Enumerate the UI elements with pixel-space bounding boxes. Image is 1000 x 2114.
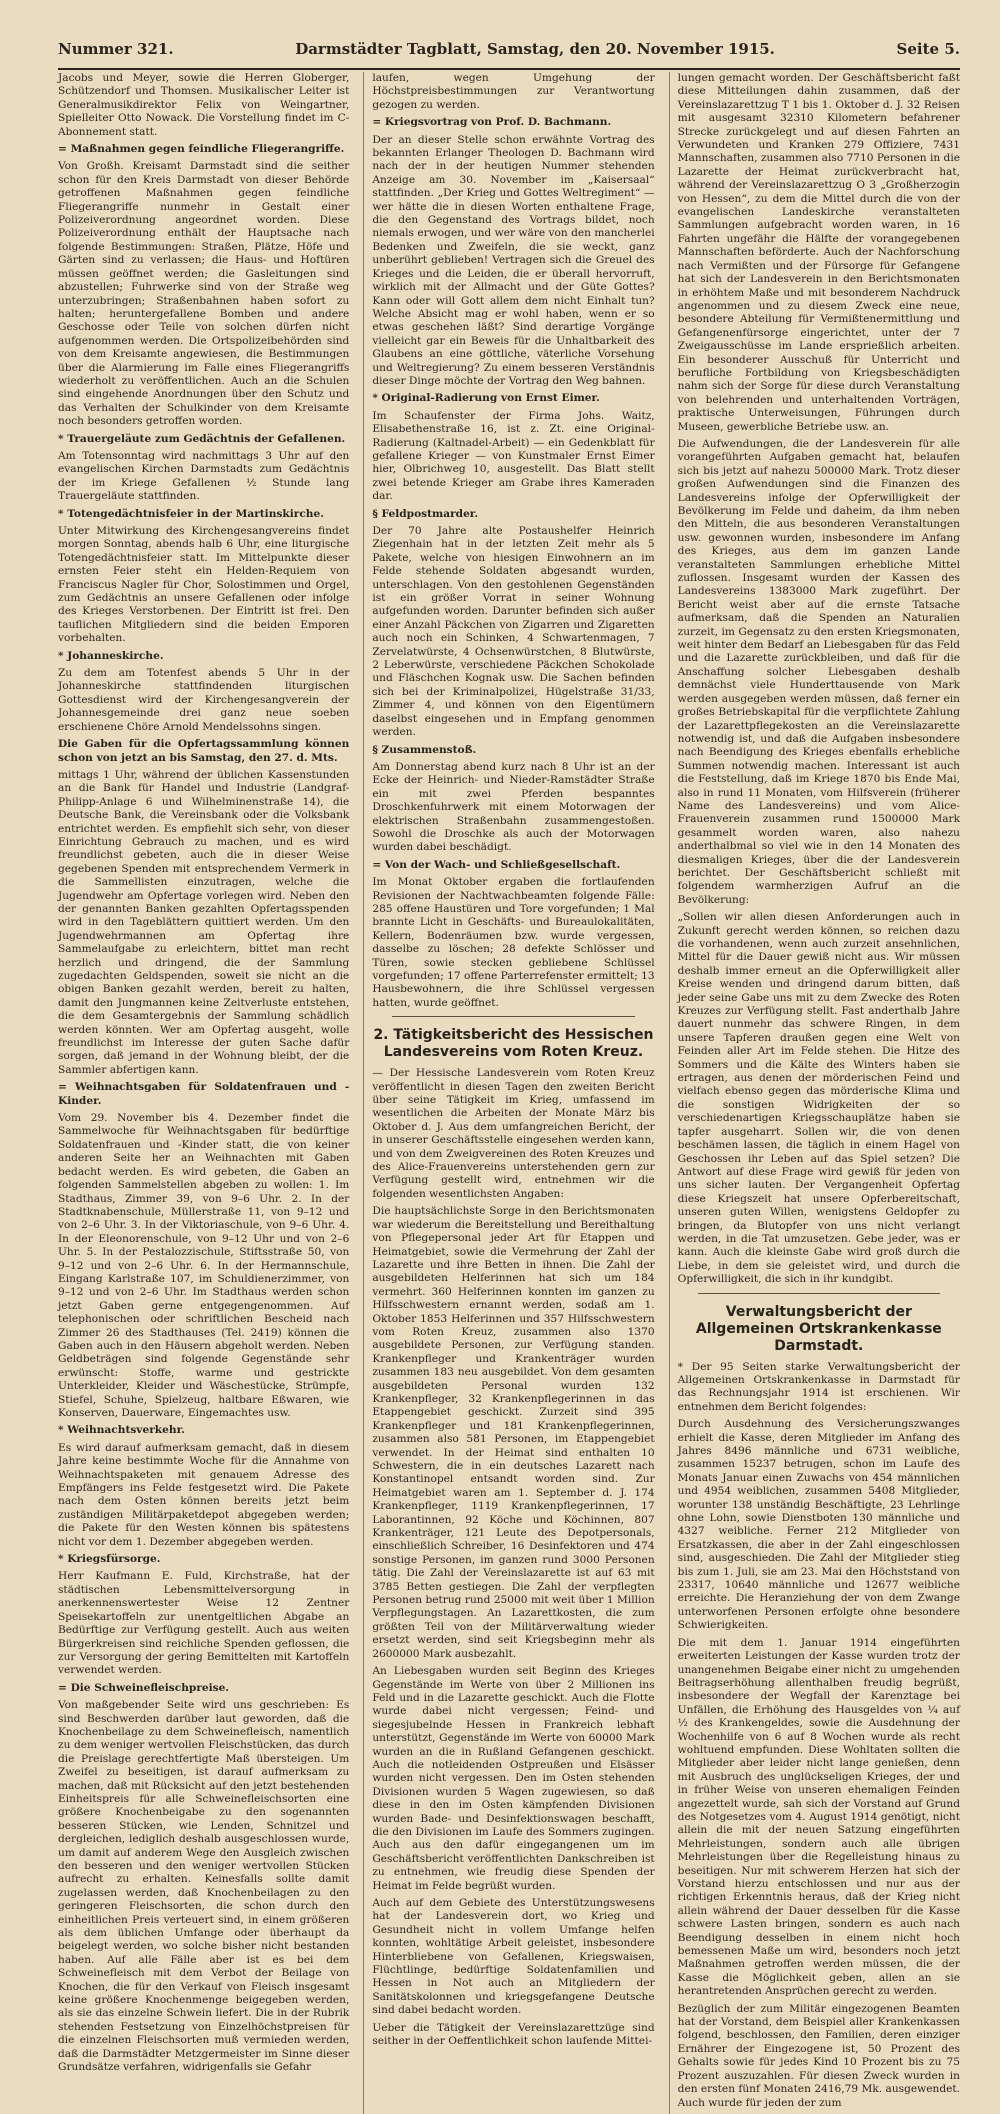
- paragraph: Jacobs und Meyer, sowie die Herren Globerger, Schützendorf und Thomsen. Musikalischer Leiter ist Generalmusikdirektor Felix von Weingartner, Spielleiter Otto Nowack. Die Vorstellung findet im C-Abonnement statt.: [58, 72, 350, 138]
- section-heading: § Feldpostmarder.: [372, 507, 479, 520]
- section-heading: * Kriegsfürsorge.: [58, 1553, 161, 1566]
- section-heading: § Zusammenstoß.: [372, 743, 477, 756]
- paragraph: Zu dem am Totenfest abends 5 Uhr in der Johanneskirche stattfindenden liturgischen Gottesdienst wird der Kirchengesangverein der Johannesgemeinde drei ganz neue soeben erschienene Chöre Arnold Mendelssohns singen.: [58, 667, 350, 733]
- paragraph: Am Donnerstag abend kurz nach 8 Uhr ist an der Ecke der Heinrich- und Nieder-Ramstädter Straße ein mit zwei Pferden bespanntes Droschkenfuhrwerk mit einem Motorwagen der elektrischen Straßenbahn zusammengestoßen. Sowohl die Droschke als auch der Motorwagen wurden dabei beschädigt.: [372, 760, 655, 854]
- paragraph: laufen, wegen Umgehung der Höchstpreisbestimmungen zur Verantwortung gezogen zu werden.: [372, 72, 655, 111]
- section-heading: * Trauergeläute zum Gedächtnis der Gefallenen.: [58, 432, 346, 445]
- divider: [392, 1016, 634, 1017]
- paragraph: Am Totensonntag wird nachmittags 3 Uhr auf den evangelischen Kirchen Darmstadts zum Gedächtnis der im Kriege Gefallenen ½ Stunde lang Trauergeläute stattfinden.: [58, 449, 350, 503]
- section-heading: Die Gaben für die Opfertagssammlung können schon von jetzt an bis Samstag, den 27. d. Mts.: [58, 738, 350, 764]
- section-heading: = Maßnahmen gegen feindliche Fliegerangriffe.: [58, 143, 345, 156]
- paragraph: Die mit dem 1. Januar 1914 eingeführten erweiterten Leistungen der Kasse wurden trotz der unangenehmen Beigabe einer nicht zu umgehenden Beitragserhöhung allenthalben freudig begrüßt, insbesondere der Wegfall der Karenztage bei Unfällen, die Erhöhung des Hausgeldes von ¼ auf ½ des Krankengeldes, sowie die Ausdehnung der Wochenhilfe von 6 auf 8 Wochen wurde als recht wohltuend empfunden. Diese Wohltaten sollten die Mitglieder aber leider nicht lange genießen, denn mit Ausbruch des unglückseligen Krieges, der und in früher Weise von unseren ehemaligen Feinden angezettelt wurde, sah sich der Vorstand auf Grund des Notgesetzes vom 4. August 1914 genötigt, nicht allein die mit der neuen Satzung eingeführten Mehrleistungen, sondern auch alle übrigen Mehrleistungen über die Regelleistung hinaus zu beseitigen. Nur mit schwerem Herzen hat sich der Vorstand hierzu entschlossen und nur aus der richtigen Erkenntnis heraus, daß der Krieg nicht allein während der Dauer desselben für die Kasse schwere Lasten bringen, sondern es auch nach Beendigung desselben in einem nicht hoch bemessenen Maße um wird, besonders noch jetzt Maßnahmen getroffen werden müssen, die der Kasse die Möglichkeit geben, allen an sie herantretenden Ansprüchen gerecht zu werden.: [677, 1636, 960, 1998]
- paragraph: Die hauptsächlichste Sorge in den Berichtsmonaten war wiederum die Bereitstellung und Bereithaltung von Pflegepersonal jeder Art für Etappen und Heimatgebiet, sowie die Vermehrung der Zahl der Lazarette und ihre Betten in ihnen. Die Zahl der ausgebildeten Helferinnen hat sich um 184 vermehrt. 360 Helferinnen konnten im ganzen zu Hilfsschwestern ernannt werden, sodaß am 1. Oktober 1853 Helferinnen und 357 Hilfsschwestern vom Roten Kreuz, zusammen also 1370 ausgebildete Personen, zur Verfügung standen. Krankenpfleger und Krankenträger wurden zusammen 183 neu ausgebildet. Von dem gesamten ausgebildeten Personal wurden 132 Krankenpfleger, 32 Krankenpflegerinnen in das Etappengebiet geschickt. Zurzeit sind 395 Krankenpfleger und 181 Krankenpflegerinnen, zusammen also 581 Personen, im Etappengebiet verwendet. In der Heimat sind enthalten 10 Schwestern, die in ein deutsches Lazarett nach Konstantinopel entsandt worden sind. Zur Heimatgebiet waren am 1. September d. J. 174 Krankenpfleger, 1119 Krankenpflegerinnen, 17 Laborantinnen, 92 Köche und Köchinnen, 807 Krankenträger, 121 Leute des Depotpersonals, einschließlich Schreiber, 16 Desinfektoren und 474 sonstige Personen, im ganzen rund 3000 Personen tätig. Die Zahl der Vereinslazarette ist auf 63 mit 3785 Betten gestiegen. Die Zahl der verpflegten Personen betrug rund 25000 mit weit über 1 Million Verpflegungstagen. An Lazarettkosten, die zum größten Teil von der Militärverwaltung wieder ersetzt werden, sind seit Kriegsbeginn mehr als 2600000 Mark ausbezahlt.: [372, 1205, 655, 1660]
- paragraph: lungen gemacht worden. Der Geschäftsbericht faßt diese Mitteilungen dahin zusammen, daß der Vereinslazarettzug T 1 bis 1. Oktober d. J. 32 Reisen mit ausgesamt 32310 Kilometern befahrener Strecke zurückgelegt und auf diesen Fahrten an Verwundeten und Kranken 279 Offiziere, 7431 Mannschaften, zusammen also 7710 Personen in die Lazarette der Heimat zurückverbracht hat, während der Vereinslazarettzug O 3 „Großherzogin von Hessen“, zu dem die Mittel durch die von der evangelischen Landeskirche veranstalteten Sammlungen aufgebracht worden waren, in 16 Fahrten ungefähr die Hälfte der vorangegebenen Mannschaften beförderte. Auch der Nachforschung nach Vermißten und der Fürsorge für Gefangene hat sich der Landesverein in den Berichtsmonaten in erhöhtem Maße und mit besonderem Nachdruck angenommen und zu diesem Zweck eine neue, besondere Abteilung für Vermißtenermittlung und Gefangenenfürsorge eingerichtet, unter der 7 Zweigausschüsse im Lande ersprießlich arbeiten. Ein besonderer Ausschuß für Unterricht und berufliche Fortbildung von Kriegsbeschädigten nahm sich der Sorge für diese durch Veranstaltung von belehrenden und unterhaltenden Vorträgen, praktische Unterweisungen, Führungen durch Museen, gewerbliche Betriebe usw. an.: [677, 72, 960, 433]
- section-heading: = Weihnachtsgaben für Soldatenfrauen und -Kinder.: [58, 1081, 350, 1107]
- section-heading: * Johanneskirche.: [58, 649, 164, 662]
- text-columns: [58, 72, 960, 2109]
- column-2: [363, 72, 654, 2114]
- section-heading: * Original-Radierung von Ernst Eimer.: [372, 392, 600, 405]
- issue-number: Nummer 321.: [58, 40, 174, 58]
- masthead: [58, 40, 960, 70]
- paragraph: Ueber die Tätigkeit der Vereinslazarettzüge sind seither in der Oeffentlichkeit schon laufende Mittei-: [372, 2021, 655, 2048]
- paragraph: Bezüglich der zum Militär eingezogenen Beamten hat der Vorstand, dem Beispiel aller Krankenkassen folgend, beschlossen, den Familien, deren einziger Ernährer der Eingezogene ist, 50 Prozent des Gehalts sowie für jedes Kind 10 Prozent bis zu 75 Prozent auszuzahlen. Für diesen Zweck wurden in den ersten fünf Monaten 2416,79 Mk. ausgewendet. Auch wurde für jeden der zum: [677, 2002, 960, 2109]
- section-heading: * Weihnachtsverkehr.: [58, 1424, 185, 1437]
- section-heading: = Von der Wach- und Schließgesellschaft.: [372, 858, 621, 871]
- paragraph: An Liebesgaben wurden seit Beginn des Krieges Gegenstände im Werte von über 2 Millionen ins Feld und in die Lazarette geschickt. Auch die Flotte wurde dabei nicht vergessen; Feind- und siegesjubelnde Hessen in Frankreich lebhaft unterstützt, Gegenstände im Werte von 60000 Mark wurden an die in Rußland Gefangenen geschickt. Auch die notleidenden Ostpreußen und Elsässer wurden nicht vergessen. Den im Osten stehenden Divisionen wurden 5 Wagen zugewiesen, so daß diese in den im Osten kämpfenden Divisionen wurden Bade- und Desinfektionswagen beschafft, die den Divisionen im Laufe des Sommers zugingen. Auch aus den dafür eingegangenen um im Geschäftsbericht veröffentlichten Dankschreiben ist zu entnehmen, wie freudig diese Spenden der Heimat im Felde begrüßt wurden.: [372, 1665, 655, 1892]
- paragraph: Herr Kaufmann E. Fuld, Kirchstraße, hat der städtischen Lebensmittelversorgung in anerkennenswertester Weise 12 Zentner Speisekartoffeln zur unentgeltlichen Abgabe an Bedürftige zur Verfügung gestellt. Auch aus weiten Bürgerkreisen sind reichliche Spenden geflossen, die zur Versorgung der gering Bemittelten mit Kartoffeln verwendet werden.: [58, 1570, 350, 1677]
- paragraph: Von maßgebender Seite wird uns geschrieben: Es sind Beschwerden darüber laut geworden, daß die Knochenbeilage zu dem Schweinefleisch, namentlich zu dem weniger wertvollen Fleischstücken, das durch die Preislage gerechtfertigte Maß übersteigen. Um Zweifel zu beseitigen, ist darauf aufmerksam zu machen, daß mit Rücksicht auf den jetzt bestehenden Einheitspreis für alle Schweinefleischsorten eine größere Knochenbeigabe zu den sogenannten besseren Stücken, wie Lenden, Schnitzel und dergleichen, lediglich deshalb ausgeschlossen wurde, um damit auf anderem Wege den Ausgleich zwischen den besseren und den weniger wertvollen Stücken aufrecht zu erhalten. Keinesfalls sollte damit zugelassen werden, daß Knochenbeilagen zu den geringeren Fleischsorten, die schon durch den einheitlichen Preis verteuert sind, in einem größeren als dem üblichen Umfange oder überhaupt da beigelegt werden, wo solche bisher nicht bestanden haben. Auf alle Fälle aber ist es bei dem Schweinefleisch mit dem Verbot der Beilage von Knochen, die für den Verkauf von Fleisch insgesamt keine größere Knochenmenge beigegeben werden, als sie das einzelne Schwein liefert. Die in der Rubrik stehenden Festsetzung von Einzelhöchstpreisen für die einzelnen Fleischsorten muß vermieden werden, daß die Darmstädter Metzgermeister im Sinne dieser Grundsätze verfahren, widrigenfalls sie Gefahr: [58, 1699, 350, 2074]
- paragraph: mittags 1 Uhr, während der üblichen Kassenstunden an die Bank für Handel und Industrie (Landgraf-Philipp-Anlage 6 und Wilhelminenstraße 14), die Deutsche Bank, die Vereinsbank oder die Volksbank entrichtet werden. Es empfiehlt sich sehr, von dieser Einrichtung Gebrauch zu machen, und es wird freundlichst gebeten, auch die in dieser Weise gegebenen Spenden mit entsprechendem Vermerk in die Sammellisten einzutragen, welche die Jugendwehr am Opfertage vorlegen wird. Neben den der genannten Banken gezahlten Opfertagsspenden wird in den Tageblättern quittiert werden. Um den Jugendwehrmannen am Opfertag ihre Sammelaufgabe zu erleichtern, bittet man recht herzlich und dringend, die der Sammlung zugedachten Geldspenden, soweit sie nicht an die obigen Banken gezahlt werden, bereit zu halten, damit den Jungmannen keine Zeitverluste entstehen, die dem Gesamtergebnis der Sammlung schädlich werden könnten. Wer am Opfertag ausgeht, wolle freundlichst im Interesse der guten Sache dafür sorgen, daß jemand in der Wohnung bleibt, der die Sammler abfertigen kann.: [58, 768, 350, 1076]
- paragraph: Durch Ausdehnung des Versicherungszwanges erhielt die Kasse, deren Mitglieder im Anfang des Jahres 8496 männliche und 6731 weibliche, zusammen 15237 betrugen, schon im Laufe des Monats Januar einen Zuwachs von 454 männlichen und 4954 weiblichen, zusammen 5408 Mitglieder, worunter 138 unständig Beschäftigte, 23 Lehrlinge ohne Lohn, sowie Dienstboten 130 männliche und 4327 weibliche. Ferner 212 Mitglieder von Ersatzkassen, die aber in der Zahl eingeschlossen sind, ausgeschieden. Die Zahl der Mitglieder stieg bis zum 1. Juli, sie am 23. Mai den Höchststand von 23317, 10640 männliche und 12677 weibliche erreichte. Die Heranziehung der von dem Zwange unterworfenen Personen erfolgte ohne besondere Schwierigkeiten.: [677, 1418, 960, 1632]
- paragraph: Von Großh. Kreisamt Darmstadt sind die seither schon für den Kreis Darmstadt von dieser Behörde getroffenen Maßnahmen gegen feindliche Fliegerangriffe nunmehr in Gestalt einer Polizeiverordnung angeordnet worden. Diese Polizeiverordnung enthält der Hauptsache nach folgende Bestimmungen: Straßen, Plätze, Höfe und Gärten sind zu verlassen; die Haus- und Hoftüren müssen geöffnet werden; die Gasleitungen sind abzustellen; Fuhrwerke sind von der Straße weg unterzubringen; Straßenbahnen haben sofort zu halten; heruntergefallene Bomben und andere Geschosse oder Teile von solchen dürfen nicht aufgenommen werden. Die Ortspolizeibehörden sind von dem Kreisamte angewiesen, die Bestimmungen über die Alarmierung im Falle eines Fliegerangriffs wiederholt zu veröffentlichen. Auch an die Schulen sind eingehende Anordnungen über den Schutz und das Verhalten der Schulkinder von dem Kreisamte noch besonders getroffen worden.: [58, 160, 350, 428]
- paragraph: Der 70 Jahre alte Postaushelfer Heinrich Ziegenhain hat in der letzten Zeit mehr als 5 Pakete, welche von hiesigen Einwohnern an im Felde stehende Soldaten abgesandt wurden, unterschlagen. Von den gestohlenen Gegenständen ist ein größer Vorrat in seiner Wohnung aufgefunden worden. Darunter befinden sich außer einer Anzahl Päckchen von Zigarren und Zigaretten auch noch ein Schinken, 4 Schwartenmagen, 7 Zervelatwürste, 4 Ochsenwürstchen, 8 Blutwürste, 2 Leberwürste, verschiedene Päckchen Schokolade und Fläschchen Kognak usw. Die Sachen befinden sich bei der Kriminalpolizei, Hügelstraße 31/33, Zimmer 4, und können von den Eigentümern daselbst eingesehen und in Empfang genommen werden.: [372, 525, 655, 739]
- section-heading: = Die Schweinefleischpreise.: [58, 1681, 230, 1694]
- paragraph: Die Aufwendungen, die der Landesverein für alle vorangeführten Aufgaben gemacht hat, belaufen sich bis jetzt auf nahezu 500000 Mark. Trotz dieser großen Aufwendungen sind die Finanzen des Landesvereins infolge der Opferwilligkeit der Bevölkerung im Felde und daheim, da ihm neben den Mitteln, die aus besonderen Veranstaltungen usw. gewonnen wurden, insbesondere im Anfang des Krieges, aus dem im ganzen Lande veranstalteten Sammlungen erhebliche Mittel zuflossen. Insgesamt wurden der Kassen des Landesvereins 1383000 Mark zugeführt. Der Bericht weist aber auf die ernste Tatsache aufmerksam, daß die Spenden an Naturalien zurzeit, im Gegensatz zu den ersten Kriegsmonaten, weit hinter dem Bedarf an Liebesgaben für das Feld und die Lazarette zurückbleiben, und daß für die Anschaffung solcher Liebesgaben deshalb demnächst viele Hunderttausende von Mark werden ausgegeben werden müssen, daß ferner ein großes Betriebskapital für die verpflichtete Zahlung der Lazarettpflegekosten an die Vereinslazarette notwendig ist, und daß die Aufgaben insbesondere nach Beendigung des Krieges ebenfalls erhebliche Summen notwendig machen. Interessant ist auch die Feststellung, daß im Kriege 1870 bis Ende Mai, also in rund 11 Monaten, vom Hilfsverein (früherer Name des Landesvereins) und vom Alice-Frauenverein zusammen rund 1500000 Mark gesammelt worden waren, also nahezu anderthalbmal so viel wie in den 14 Monaten des diesmaligen Krieges, über die der Landesverein berichtet. Der Geschäftsbericht schließt mit folgendem warmherzigen Aufruf an die Bevölkerung:: [677, 437, 960, 906]
- paragraph: Unter Mitwirkung des Kirchengesangvereins findet morgen Sonntag, abends halb 6 Uhr, eine liturgische Totengedächtnisfeier statt. Im Mittelpunkte dieser ernsten Feier steht ein Helden-Requiem von Franciscus Nagler für Chor, Solostimmen und Orgel, zum Gedächtnis an unsere Gefallenen oder infolge des Krieges Verstorbenen. Der Eintritt ist frei. Den tauflichen Mitgliedern sind die beiden Emporen vorbehalten.: [58, 525, 350, 645]
- column-3: [669, 72, 960, 2114]
- newspaper-title-date: Darmstädter Tagblatt, Samstag, den 20. November 1915.: [295, 40, 775, 58]
- article-title: Verwaltungsbericht der Allgemeinen Ortskrankenkasse Darmstadt.: [695, 1303, 942, 1354]
- paragraph: * Der 95 Seiten starke Verwaltungsbericht der Allgemeinen Ortskrankenkasse in Darmstadt für das Rechnungsjahr 1914 ist erschienen. Wir entnehmen dem Bericht folgendes:: [677, 1360, 960, 1413]
- paragraph: — Der Hessische Landesverein vom Roten Kreuz veröffentlicht in diesen Tagen den zweiten Bericht über seine Tätigkeit im Krieg, umfassend im wesentlichen die Arbeiten der Monate März bis Oktober d. J. Aus dem umfangreichen Bericht, der in unserer Geschäftsstelle eingesehen werden kann, und von dem Zweigvereinen des Roten Kreuzes und des Alice-Frauenvereins unterstehenden gern zur Verfügung gestellt wird, entnehmen wir die folgenden wesentlichsten Angaben:: [372, 1067, 655, 1200]
- section-heading: * Totengedächtnisfeier in der Martinskirche.: [58, 507, 324, 520]
- paragraph: Auch auf dem Gebiete des Unterstützungswesens hat der Landesverein dort, wo Krieg und Gesundheit nicht in vollem Umfange helfen konnten, wohltätige Arbeit geleistet, insbesondere Hinterbliebene von Gefallenen, Kriegswaisen, Flüchtlinge, bedürftige Soldatenfamilien und Hessen in Not auch an Mitgliedern der Sanitätskolonnen und kriegsgefangene Deutsche sind dabei bedacht worden.: [372, 1897, 655, 2017]
- divider: [698, 1293, 940, 1294]
- paragraph: Im Monat Oktober ergaben die fortlaufenden Revisionen der Nachtwachbeamten folgende Fälle: 285 offene Haustüren und Tore vorgefunden; 1 Mal brannte Licht in Geschäfts- und Bureaulokalitäten, Kellern, Bodenräumen bzw. wurde vergessen, dasselbe zu löschen; 28 defekte Schlösser und Türen, sowie stecken gebliebene Schlüssel vorgefunden; 17 offene Parterrefenster ermittelt; 13 Hausbewohnern, die ihre Schlüssel vergessen hatten, wurde geöffnet.: [372, 876, 655, 1009]
- paragraph: Vom 29. November bis 4. Dezember findet die Sammelwoche für Weihnachtsgaben für bedürftige Soldatenfrauen und -Kinder statt, die von keiner anderen Seite her an Weihnachten mit Gaben bedacht werden. Es wird gebeten, die Gaben an folgenden Sammelstellen abgeben zu wollen: 1. Im Stadthaus, Zimmer 39, von 9–6 Uhr. 2. In der Stadtknabenschule, Müllerstraße 11, von 9–12 und von 2–6 Uhr. 3. In der Viktoriaschule, von 9–6 Uhr. 4. In der Eleonorenschule, von 9–12 Uhr und von 2–6 Uhr. 5. In der Pestalozzischule, Stiftsstraße 50, von 9–12 und von 2–6 Uhr. 6. In der Hermannschule, Eingang Karlstraße 107, im Schuldienerzimmer, von 9–12 und von 2–6 Uhr. Im Stadthaus werden schon jetzt Gaben gerne entgegengenommen. Auf telephonischen oder schriftlichen Bescheid nach Zimmer 26 des Stadthauses (Tel. 2419) können die Gaben auch in den Häusern abgeholt werden. Neben Geldbeträgen sind folgende Gegenstände sehr erwünscht: Stoffe, warme und gestrickte Unterkleider, Kleider und Wäschestücke, Strümpfe, Stiefel, Schuhe, Spielzeug, haltbare Eßwaren, wie Konserven, Dauerware, Eingemachtes usw.: [58, 1112, 350, 1419]
- paragraph: Der an dieser Stelle schon erwähnte Vortrag des bekannten Erlanger Theologen D. Bachmann wird nach der in der heutigen Nummer stehenden Anzeige am 30. November im „Kaisersaal“ stattfinden. „Der Krieg und Gottes Weltregiment“ — wer hätte die in diesen Worten enthaltene Frage, die den Gegenstand des Vortrags bildet, noch niemals erwogen, und wer wäre von den mancherlei Bedenken und Zweifeln, die sie weckt, ganz unberührt geblieben! Vertragen sich die Greuel des Krieges und die Leiden, die er überall hervorruft, wirklich mit der Allmacht und der Güte Gottes? Kann oder will Gott allem dem nicht Einhalt tun? Welche Absicht mag er wohl haben, wenn er so etwas geschehen läßt? Sind derartige Vorgänge vielleicht gar ein Beweis für die Unhaltbarkeit des Glaubens an eine göttliche, väterliche Vorsehung und Weltregierung? Zu einem besseren Verständnis dieser Dinge möchte der Vortrag den Weg bahnen.: [372, 133, 655, 387]
- paragraph: Im Schaufenster der Firma Johs. Waitz, Elisabethenstraße 16, ist z. Zt. eine Original-Radierung (Kaltnadel-Arbeit) — ein Gedenkblatt für gefallene Krieger — von Kunstmaler Ernst Eimer hier, Olbrichweg 10, ausgestellt. Das Blatt stellt zwei betende Krieger am Grabe ihres Kameraden dar.: [372, 409, 655, 503]
- section-heading: = Kriegsvortrag von Prof. D. Bachmann.: [372, 116, 612, 129]
- column-1: [58, 72, 349, 2114]
- paragraph: „Sollen wir allen diesen Anforderungen auch in Zukunft gerecht werden können, so reichen dazu die vorhandenen, wenn auch zurzeit ansehnlichen, Mittel für die Dauer gewiß nicht aus. Wir müssen deshalb immer erneut an die Opferwilligkeit aller Kreise wenden und dringend darum bitten, daß jeder seine Gabe uns mit zu dem Zwecke des Roten Kreuzes zur Verfügung stellt. Fast anderthalb Jahre dauert nunmehr das schwere Ringen, in dem unsere Tapferen draußen gegen eine Welt von Feinden aller Art im Felde stehen. Die Hitze des Sommers und die Kälte des Winters haben sie ertragen, aus denen der mörderischen Feind und vielfach ebenso gegen das mörderische Klima und die sonstigen Widrigkeiten der so verschiedenartigen Kriegsschauplätze haben sie tapfer ausgeharrt. Sollen wir, die von denen beschämen lassen, die täglich in einem Hagel von Geschossen ihr Leben auf das Spiel setzen? Die Antwort auf diese Frage wird gewiß für jeden von uns sicher lauten. Der Vergangenheit Opfertag diese Kriegszeit hat unsere Opferbereitschaft, unseren guten Willen, wenigstens Geldopfer zu bringen, da Blutopfer von uns nicht verlangt werden, in die Tat umzusetzen. Gebe jeder, was er kann. Auch die kleinste Gabe wird groß durch die Liebe, in dem sie geleistet wird, und durch die Opferwilligkeit, die sich in ihr kundgibt.: [677, 911, 960, 1286]
- paragraph: Es wird darauf aufmerksam gemacht, daß in diesem Jahre keine bestimmte Woche für die Annahme von Weihnachtspaketen mit genauem Adresse des Empfängers ins Felde festgesetzt wird. Die Pakete nach dem Osten können bereits jetzt beim zuständigen Militärpaketdepot abgegeben werden; die Pakete für den Westen können bis spätestens nicht vor dem 1. Dezember abgegeben werden.: [58, 1441, 350, 1548]
- page-number: Seite 5.: [896, 40, 960, 58]
- article-title: 2. Tätigkeitsbericht des Hessischen Landesvereins vom Roten Kreuz.: [373, 1027, 654, 1061]
